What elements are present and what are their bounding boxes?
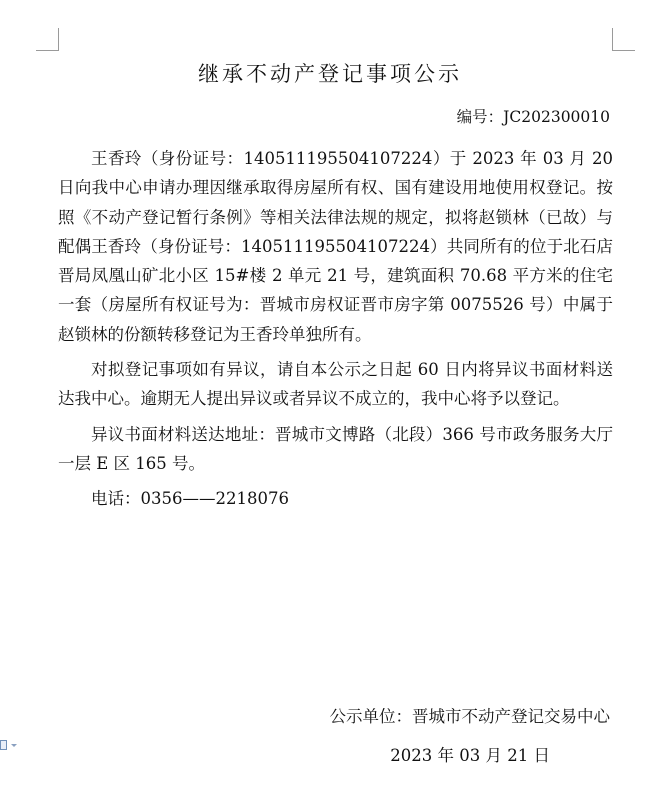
document-title: 继承不动产登记事项公示 (198, 62, 462, 86)
paragraph-options-icon[interactable] (0, 740, 8, 752)
crop-mark-top-right (612, 28, 635, 51)
paragraph-application: 王香玲（身份证号：140511195504107224）于 2023 年 03 月 20 日向我中心申请办理因继承取得房屋所有权、国有建设用地使用权登记。按照《不动产登记暂行条例》等相关法律法规的规定，拟将赵锁林（已故）与配偶王香玲（身份证号：140511195504107224）共同所有的位于北石店晋局凤凰山矿北小区 15#楼 2 单元 21 号，建筑面积 70.68 平方米的住宅一套（房屋所有权证号为：晋城市房权证晋市房字第 0075526 号）中属于赵锁林的份额转移登记为王香玲单独所有。 (58, 149, 613, 344)
document-icon (0, 740, 7, 750)
document-number: 编号：JC202300010 (456, 108, 610, 126)
dropdown-arrow-icon (11, 744, 17, 747)
crop-mark-top-left (36, 28, 59, 51)
paragraph-objection: 对拟登记事项如有异议，请自本公示之日起 60 日内将异议书面材料送达我中心。逾期无人提出异议或者异议不成立的，我中心将予以登记。 (58, 360, 613, 409)
signature-date: 2023 年 03 月 21 日 (390, 746, 550, 765)
paragraph-address: 异议书面材料送达地址：晋城市文博路（北段）366 号市政务服务大厅一层 E 区 165 号。 (58, 424, 613, 473)
paragraph-phone: 电话：0356——2218076 (91, 489, 289, 509)
document-body (58, 144, 613, 514)
signature-unit: 公示单位：晋城市不动产登记交易中心 (329, 707, 610, 726)
